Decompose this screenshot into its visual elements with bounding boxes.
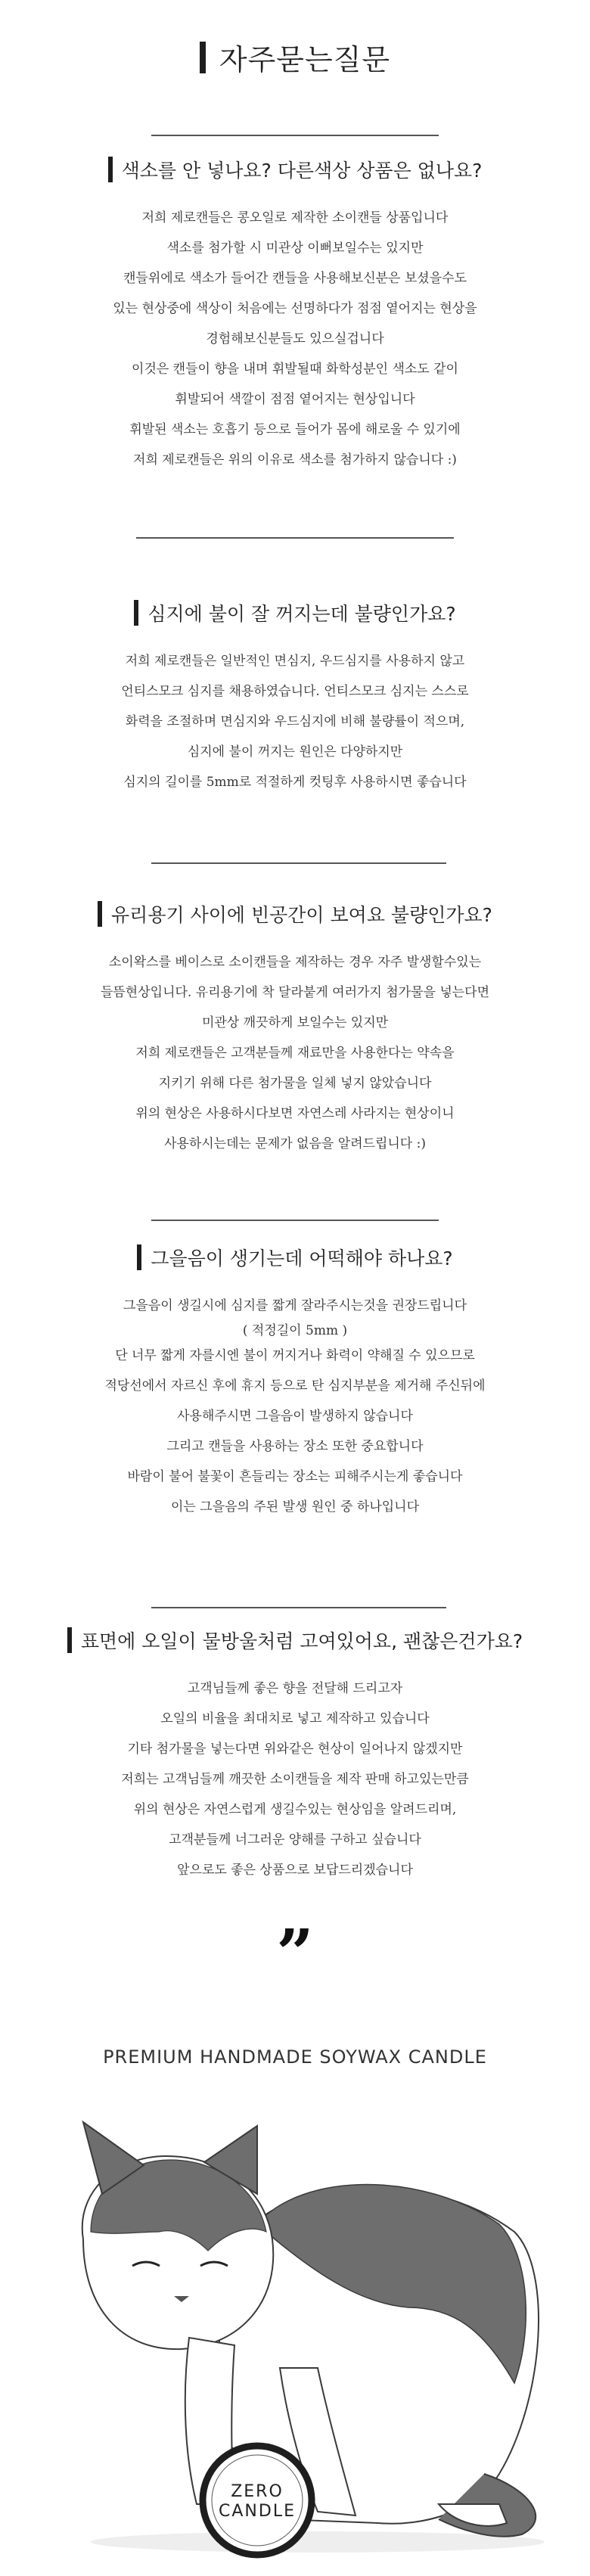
question-accent-bar [137,1244,141,1270]
faq-question: 그을음이 생기는데 어떡해야 하나요? [151,1248,453,1269]
answer-line: 적당선에서 자르신 후에 휴지 등으로 탄 심지부분을 제거해 주신뒤에 [104,1378,486,1394]
answer-line: 그리고 캔들을 사용하는 장소 또한 중요합니다 [166,1439,424,1454]
answer-line: 오일의 비율을 최대치로 넣고 제작하고 있습니다 [160,1711,430,1726]
faq-question: 색소를 안 넣나요? 다른색상 상품은 없나요? [121,160,483,182]
faq-question: 심지에 불이 잘 꺼지는데 불량인가요? [148,603,456,625]
answer-line: 저희는 고객님들께 깨끗한 소이캔들을 제작 판매 하고있는만큼 [121,1772,469,1787]
question-accent-bar [108,157,113,182]
answer-line: 위의 현상은 사용하시다보면 자연스레 사라지는 현상이니 [135,1106,455,1121]
answer-line: 단 너무 짧게 자를시엔 불이 꺼지거나 화력이 약해질 수 있으므로 [115,1348,475,1363]
page-title-text: 자주묻는질문 [219,43,391,76]
answer-line: 사용해주시면 그을음이 발생하지 않습니다 [177,1409,413,1424]
faq-answer [0,1673,590,1885]
answer-line: 고객님들께 좋은 향을 전달해 드리고자 [187,1681,403,1696]
answer-line: 저희 제로캔들은 일반적인 면심지, 우드심지를 사용하지 않고 [125,654,465,669]
answer-line: 기타 첨가물을 넣는다면 위와같은 현상이 일어나지 않겠지만 [127,1742,463,1757]
faq-question: 표면에 오일이 물방울처럼 고여있어요, 괜찮은건가요? [80,1630,523,1652]
divider [151,1220,439,1221]
answer-line: 휘발된 색소는 호흡기 등으로 들어가 몸에 해로울 수 있기에 [129,422,461,437]
answer-line: 휘발되어 색깔이 점점 옅어지는 현상입니다 [175,392,415,407]
answer-line: 앞으로도 좋은 상품으로 보답드리겠습니다 [177,1863,413,1878]
answer-line: 이는 그을음의 주된 발생 원인 중 하나입니다 [170,1499,420,1515]
ground-shadow [91,2531,545,2553]
answer-line: 미관상 깨끗하게 보일수는 있지만 [201,1015,389,1030]
faq-item [0,1624,590,1885]
answer-line: 저희 제로캔들은 고객분들께 재료만을 사용한다는 약속을 [135,1046,455,1061]
answer-line: 심지의 길이를 5mm로 적절하게 컷팅후 사용하시면 좋습니다 [123,775,467,790]
brand-logo [203,2446,312,2555]
faq-question: 유리용기 사이에 빈공간이 보여요 불량인가요? [111,904,492,926]
answer-line: 경험해보신분들도 있으실겁니다 [206,331,384,346]
answer-line: 저희 제로캔들은 콩오일로 제작한 소이캔들 상품입니다 [141,210,449,225]
brand-tagline: PREMIUM HANDMADE SOYWAX CANDLE [103,2046,487,2068]
faq-item [0,153,590,475]
question-accent-bar [67,1627,72,1653]
question-accent-bar [134,600,138,626]
divider [151,135,439,136]
cat-illustration [30,2080,560,2572]
title-accent-bar [200,42,206,73]
answer-line: 고객분들께 너그러운 양해를 구하고 싶습니다 [169,1832,421,1847]
answer-line: 이것은 캔들이 향을 내며 휘발될때 화학성분인 색소도 같이 [132,362,458,377]
answer-line: 그을음이 생길시에 심지를 짧게 잘라주시는것을 권장드립니다 [123,1298,467,1313]
answer-line: 사용하시는데는 문제가 없음을 알려드립니다 :) [164,1136,426,1151]
divider [151,1607,446,1608]
answer-line: ( 적정길이 5mm ) [242,1323,348,1338]
answer-line: 있는 현상중에 색상이 처음에는 선명하다가 점점 옅어지는 현상을 [113,301,477,316]
answer-line: 색소를 첨가할 시 미관상 이뻐보일수는 있지만 [166,241,424,256]
answer-line: 심지에 불이 꺼지는 원인은 다양하지만 [187,744,403,760]
answer-line: 화력을 조절하며 면심지와 우드심지에 비해 불량률이 적으며, [125,714,465,729]
answer-line: 저희 제로캔들은 위의 이유로 색소를 첨가하지 않습니다 :) [133,452,457,468]
faq-answer [0,1291,590,1522]
faq-answer [0,947,590,1159]
quote-mark-icon: ” [276,1916,314,1992]
answer-line: 언티스모크 심지를 채용하였습니다. 언티스모크 심지는 스스로 [121,684,469,699]
divider [136,537,454,539]
answer-line: 바람이 불어 불꽃이 흔들리는 장소는 피해주시는게 좋습니다 [127,1469,463,1484]
logo-line-2: CANDLE [219,2502,296,2521]
faq-answer [0,646,590,797]
divider [151,862,446,864]
answer-line: 위의 현상은 자연스럽게 생길수있는 현상임을 알려드리며, [133,1802,457,1817]
answer-line: 들뜸현상입니다. 유리용기에 착 달라붙게 여러가지 첨가물을 넣는다면 [100,985,490,1000]
answer-line: 캔들위에로 색소가 들어간 캔들을 사용해보신분은 보셨을수도 [123,271,467,286]
faq-item [0,897,590,1159]
faq-item [0,1241,590,1522]
page-title [0,36,590,78]
answer-line: 소이왁스를 베이스로 소이캔들을 제작하는 경우 자주 발생할수있는 [108,955,482,970]
faq-answer [0,203,590,475]
question-accent-bar [98,901,102,927]
faq-item [0,596,590,797]
logo-line-1: ZERO [231,2482,284,2501]
answer-line: 지키기 위해 다른 첨가물을 일체 넣지 않았습니다 [158,1076,432,1091]
